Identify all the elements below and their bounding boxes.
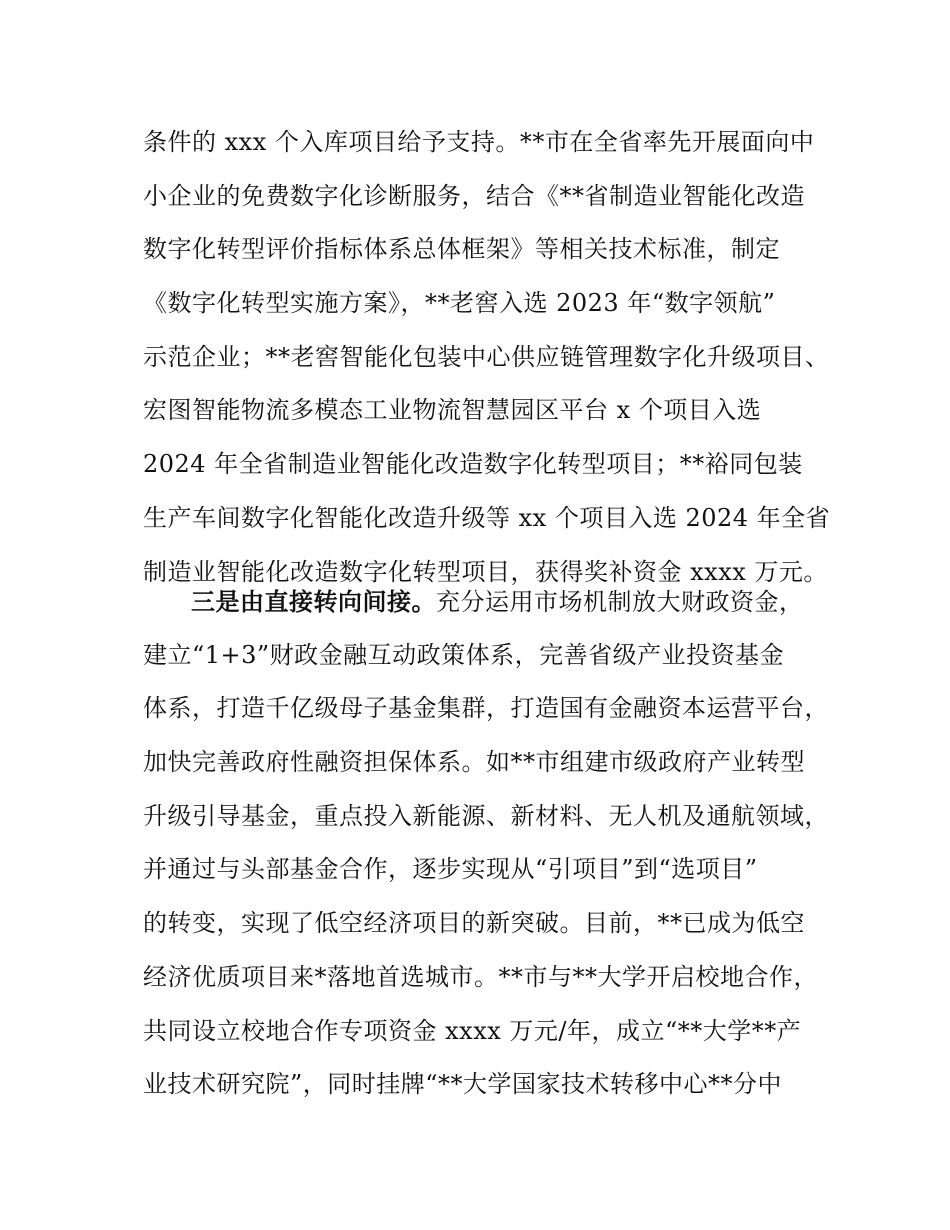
paragraph-first-line <box>143 575 813 629</box>
text-line: 经济优质项目来*落地首选城市。**市与**大学开启校地合作， <box>143 962 818 991</box>
text-line: 条件的 xxx 个入库项目给予支持。**市在全省率先开展面向中 <box>143 128 815 156</box>
text-line: 建立“1+3”财政金融互动政策体系，完善省级产业投资基金 <box>143 640 785 669</box>
text-line: 宏图智能物流多模态工业物流智慧园区平台 x 个项目入选 <box>143 396 762 425</box>
text-line: 《数字化转型实施方案》，**老窖入选 2023 年“数字领航” <box>143 289 776 318</box>
text-line: 并通过与头部基金合作，逐步实现从“引项目”到“选项目” <box>143 855 758 884</box>
text-line: 共同设立校地合作专项资金 xxxx 万元/年，成立“**大学**产 <box>143 1016 802 1045</box>
first-line-text: 充分运用市场机制放大财政资金， <box>436 588 804 616</box>
text-line: 数字化转型评价指标体系总体框架》等相关技术标准，制定 <box>143 235 780 264</box>
text-line: 小企业的免费数字化诊断服务，结合《**省制造业智能化改造 <box>143 181 805 210</box>
text-line: 生产车间数字化智能化改造升级等 xx 个项目入选 2024 年全省 <box>143 503 831 532</box>
paragraph-heading: 三是由直接转向间接。 <box>191 587 436 616</box>
text-line: 体系，打造千亿级母子基金集群，打造国有金融资本运营平台， <box>143 694 829 723</box>
text-line: 升级引导基金，重点投入新能源、新材料、无人机及通航领域， <box>143 801 829 830</box>
text-line: 的转变，实现了低空经济项目的新突破。目前，**已成为低空 <box>143 909 805 938</box>
text-line: 2024 年全省制造业智能化改造数字化转型项目；**裕同包装 <box>143 450 803 479</box>
text-line: 加快完善政府性融资担保体系。如**市组建市级政府产业转型 <box>143 748 805 777</box>
text-line: 示范企业；**老窖智能化包装中心供应链管理数字化升级项目、 <box>143 342 830 371</box>
paragraph-1 <box>143 116 831 599</box>
paragraph-2 <box>143 575 829 1112</box>
text-line: 制造业智能化改造数字化转型项目，获得奖补资金 xxxx 万元。 <box>143 557 828 586</box>
text-line: 业技术研究院”，同时挂牌“**大学国家技术转移中心**分中 <box>143 1070 783 1099</box>
